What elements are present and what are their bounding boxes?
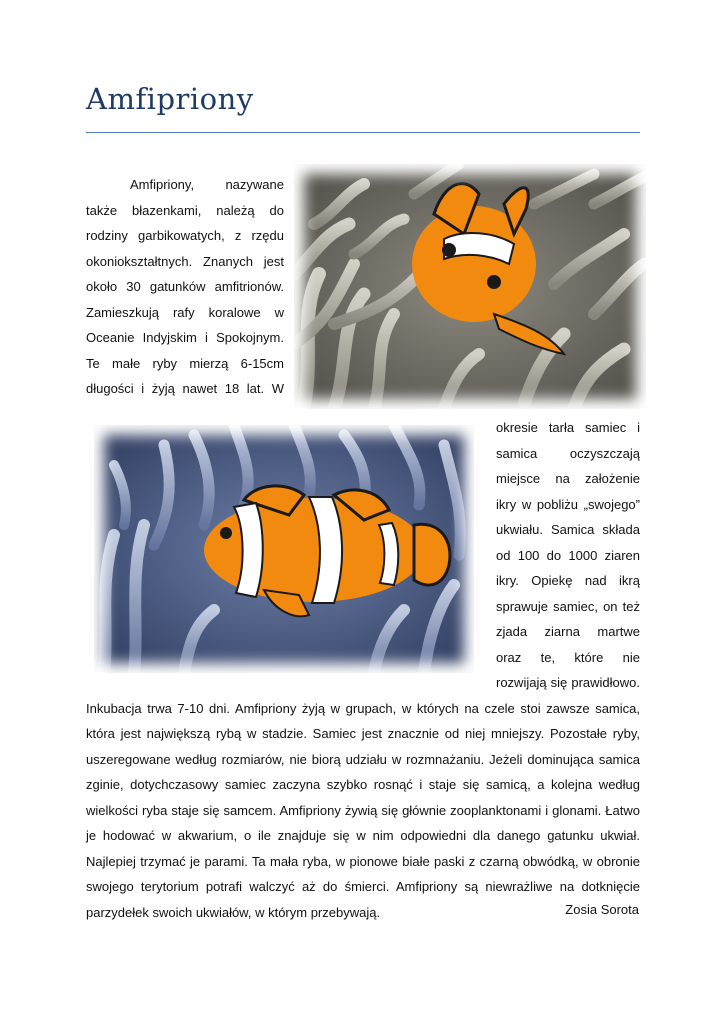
- clownfish-blue-anemone-image: [94, 425, 474, 673]
- clownfish-photo-top: [294, 164, 646, 409]
- clownfish-photo-bottom: [94, 425, 474, 673]
- page-title: Amfipriony: [86, 82, 254, 116]
- article-body: [86, 172, 640, 925]
- title-divider: [86, 132, 640, 133]
- article-paragraph: Amfipriony, nazywane także błazenkami, należą do rodziny garbikowatych, z rzędu okoniokształtnych. Znanych jest około 30 gatunków amfitrionów. Zamieszkują rafy koralowe w Oceanie Indyjskim i Spokojnym. Te małe ryby mierzą 6-15cm długości i żyją nawet 18 lat. W okresie tarła samiec i samica oczyszczają miejsce na założenie ikry w pobliżu „swojego” ukwiału. Samica składa od 100 do 1000 ziaren ikry. Opiekę nad ikrą sprawuje samiec, on też zjada ziarna martwe oraz te, które nie rozwijają się prawidłowo. Inkubacja trwa 7-10 dni. Amfipriony żyją w grupach, w których na czele stoi zawsze samica, która jest największą rybą w stadzie. Samiec jest znacznie od niej mniejszy. Pozostałe ryby, uszeregowane według rozmiarów, nie biorą udziału w rozmnażaniu. Jeżeli dominująca samica zginie, dotychczasowy samiec zaczyna szybko rosnąć i staje się samicą, a kolejna według wielkości ryba staje się samcem. Amfipriony żywią się głównie zooplanktonami i glonami. Łatwo je hodować w akwarium, o ile znajduje się w nim odpowiedni dla danego gatunku ukwiał. Najlepiej trzymać je parami. Ta mała ryba, w pionowe białe paski z czarną obwódką, w obronie swojego terytorium potrafi walczyć aż do śmierci. Amfipriony są niewrażliwe na dotknięcie parzydełek swoich ukwiałów, w którym przebywają.: [86, 177, 640, 920]
- clownfish-orange-anemone-image: [294, 164, 646, 409]
- author-signature: Zosia Sorota: [565, 902, 639, 917]
